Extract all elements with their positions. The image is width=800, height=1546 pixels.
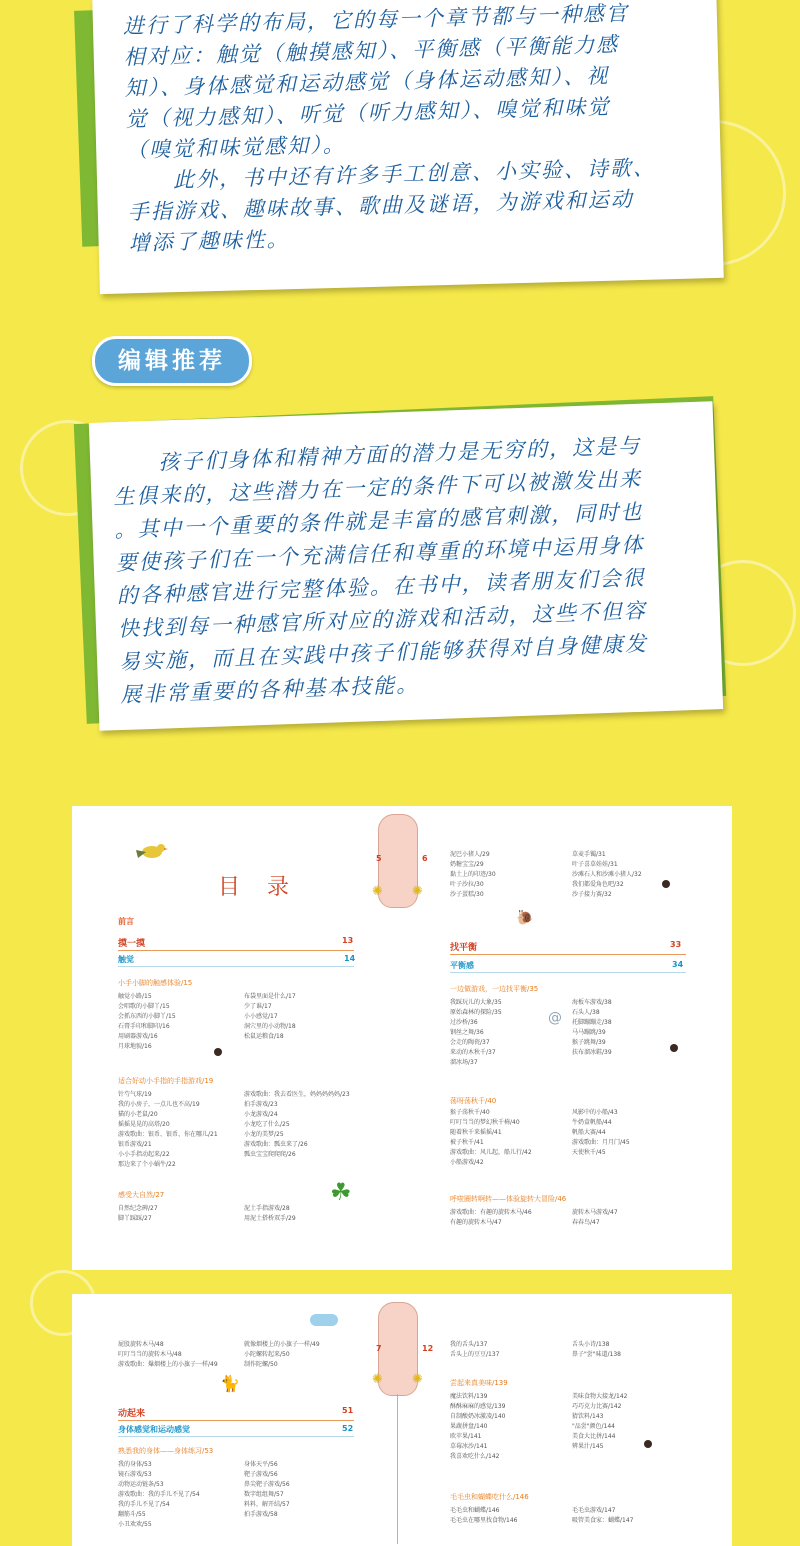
entry: 小小手指动起来/22 — [118, 1151, 170, 1158]
entry: 料料，解开结/57 — [244, 1501, 290, 1508]
entry: 鼻尖靶子游戏/56 — [244, 1481, 290, 1488]
entry: 自然纪念碑/27 — [118, 1205, 158, 1212]
entry: 美味食物大接龙/142 — [572, 1393, 628, 1400]
ladybug-icon — [644, 1440, 652, 1448]
text-line: 此外，书中还有许多手工创意、小实验、诗歌、 — [126, 155, 657, 194]
entry-list — [450, 1392, 505, 1462]
ladybug-icon — [214, 1048, 222, 1056]
entry: 马马蹦跳/39 — [572, 1029, 606, 1036]
cloud-icon — [310, 1314, 338, 1326]
entry: 屁股旋转木马/48 — [118, 1341, 164, 1348]
page-number: 12 — [422, 1344, 434, 1353]
entry: 游戏歌曲：银币、银币、你在哪儿/21 — [118, 1131, 218, 1138]
toc-spread-1 — [72, 806, 732, 1270]
entry: 欧苹果/141 — [450, 1433, 482, 1440]
entry: 沙子蛋糕/30 — [450, 891, 484, 898]
section-title: 荡呀荡秋千/40 — [450, 1097, 497, 1105]
entry-list — [244, 1340, 320, 1370]
entry-list — [118, 1460, 200, 1530]
editor-recommend-badge: 编辑推荐 — [92, 336, 252, 386]
entry-list — [450, 1506, 517, 1526]
entry-list — [572, 1108, 630, 1158]
entry: 扶布溜冰鞋/39 — [572, 1049, 612, 1056]
chapter-page: 33 — [670, 940, 682, 949]
sun-icon: ✺ — [412, 1372, 423, 1387]
entry: 吸管美食家：蝴蝶/147 — [572, 1517, 634, 1524]
entry: 石头人/38 — [572, 1009, 600, 1016]
chapter-rule — [118, 1420, 354, 1421]
entry-list — [450, 1108, 532, 1168]
entry: 身体天平/56 — [244, 1461, 278, 1468]
entry: 泥土手指游戏/28 — [244, 1205, 290, 1212]
chapter-page: 51 — [342, 1406, 354, 1415]
subchapter-page: 34 — [672, 960, 684, 969]
entry: 过沙桥/36 — [450, 1019, 478, 1026]
entry: 叮叮当当的旋转木马/48 — [118, 1351, 182, 1358]
sun-icon: ✺ — [412, 884, 423, 899]
entry: 那边来了个小蜗牛/22 — [118, 1161, 176, 1168]
entry: 石膏手印和脚印/16 — [118, 1023, 170, 1030]
entry-list — [572, 1340, 621, 1360]
entry-list — [118, 1204, 158, 1224]
toc-spread-2 — [72, 1294, 732, 1546]
section-title: 尝起来真美味/139 — [450, 1379, 508, 1387]
text-line: 的各种感官进行完整体验。在书中，读者朋友们会很 — [116, 565, 646, 609]
entry: 会唱歌的小脚丫/15 — [118, 1003, 170, 1010]
entry: 草莓冰沙/141 — [450, 1443, 488, 1450]
subchapter-page: 14 — [344, 954, 356, 963]
entry: 奶糖宝宝/29 — [450, 861, 484, 868]
entry: 猴子跳舞/39 — [572, 1039, 606, 1046]
entry: 小龙吃了什么/25 — [244, 1121, 290, 1128]
subchapter-rule — [118, 1436, 354, 1437]
entry: 沙子接力赛/32 — [572, 891, 612, 898]
shell-icon: @ — [548, 1010, 562, 1026]
section-title: 熟悉我的身体——身体练习/53 — [118, 1447, 214, 1455]
entry-list — [572, 850, 642, 900]
chapter-title: 找平衡 — [450, 943, 478, 953]
entry: 游戏歌曲：爆烟楼上的小旗子一样/49 — [118, 1361, 218, 1368]
entry: 布袋里面是什么/17 — [244, 993, 296, 1000]
entry: 制作陀螺/50 — [244, 1361, 278, 1368]
entry: 辨果汁/145 — [572, 1443, 604, 1450]
subchapter-rule — [450, 972, 686, 973]
snail-icon: 🐌 — [516, 910, 534, 926]
subchapter-title: 触觉 — [118, 955, 134, 964]
chapter-rule — [450, 954, 686, 955]
section-title: 适合好动小手指的手指游戏/19 — [118, 1077, 214, 1085]
entry: 猴子荡秋千/40 — [450, 1109, 490, 1116]
entry: 瓢虫宝宝爬爬爬/26 — [244, 1151, 296, 1158]
entry-list — [244, 1090, 350, 1160]
entry: 触觉小路/15 — [118, 993, 152, 1000]
text-line: 孩子们身体和精神方面的潜力是无穷的，这是与 — [111, 433, 642, 477]
text-line: 。其中一个重要的条件就是丰富的感官刺激，同时也 — [114, 499, 644, 543]
entry: 我的小房子，一点儿也不高/19 — [118, 1101, 200, 1108]
entry: 翻筋斗/55 — [118, 1511, 146, 1518]
intro-card — [92, 0, 724, 294]
entry: 草麦手镯/31 — [572, 851, 606, 858]
entry: 月球地貌/16 — [118, 1043, 152, 1050]
entry: 用刷器游戏/16 — [118, 1033, 158, 1040]
entry: 猜饮料/143 — [572, 1413, 604, 1420]
entry: 小丑欢欢/55 — [118, 1521, 152, 1528]
section-title: 毛毛虫和蝴蝶吃什么/146 — [450, 1493, 529, 1501]
entry: 小龙游戏/24 — [244, 1111, 278, 1118]
entry: 用泥土搭桥双手/29 — [244, 1215, 296, 1222]
entry: 风影中的小船/43 — [572, 1109, 618, 1116]
entry-list — [572, 1392, 627, 1452]
chapter-title: 动起来 — [118, 1409, 146, 1419]
entry: 钢丝之舞/36 — [450, 1029, 484, 1036]
entry: 小小感觉/17 — [244, 1013, 278, 1020]
entry: 毛毛虫和蝴蝶/146 — [450, 1507, 500, 1514]
entry: 随着秋千来摇摇/41 — [450, 1129, 502, 1136]
entry: 游戏歌曲：我的手儿不见了/54 — [118, 1491, 200, 1498]
entry-list — [118, 1340, 218, 1370]
text-line: 易实施，而且在实践中孩子们能够获得对自身健康发 — [118, 631, 649, 675]
entry: 托脚蹦蹦走/38 — [572, 1019, 612, 1026]
page-number: 6 — [422, 854, 428, 863]
entry: 沙滩石人和沙滩小猪人/32 — [572, 871, 642, 878]
text-line: （嗅觉和味觉感知）。 — [125, 132, 346, 163]
clover-icon: ☘ — [330, 1178, 352, 1206]
entry-list — [450, 850, 496, 900]
entry: 舌头上的豆豆/137 — [450, 1351, 500, 1358]
text-line: 知）、身体感觉和运动感觉（身体运动感知）、视 — [124, 63, 610, 101]
entry: 鼻子"尝"味道/138 — [572, 1351, 621, 1358]
entry: 溜冰场/37 — [450, 1059, 478, 1066]
entry: 旋转木马游戏/47 — [572, 1209, 618, 1216]
entry: 叮叮当当的梦幻秋千椅/40 — [450, 1119, 520, 1126]
entry: 银币游戏/21 — [118, 1141, 152, 1148]
entry: 靶子游戏/56 — [244, 1471, 278, 1478]
entry: 脚丫踩踩/27 — [118, 1215, 152, 1222]
bird-illustration — [134, 840, 168, 862]
entry: 帆船大赛/44 — [572, 1129, 606, 1136]
entry-list — [244, 992, 296, 1042]
entry: 洞穴里的小动物/18 — [244, 1023, 296, 1030]
ribbon-string — [397, 1394, 398, 1544]
entry: 动物运动链条/53 — [118, 1481, 164, 1488]
subchapter-page: 52 — [342, 1424, 354, 1433]
text-line: 增添了趣味性。 — [128, 227, 290, 256]
entry-list — [572, 1506, 633, 1526]
entry: 叶子沙拉/30 — [450, 881, 484, 888]
entry: 我的身体/53 — [118, 1461, 152, 1468]
text-line: 要使孩子们在一个充满信任和尊重的环境中运用身体 — [115, 532, 645, 576]
subchapter-title: 身体感觉和运动感觉 — [118, 1425, 190, 1434]
page-number: 5 — [376, 854, 382, 863]
entry-list — [450, 998, 502, 1068]
toc-title: 目 录 — [218, 875, 299, 900]
entry: 被子秋千/41 — [450, 1139, 484, 1146]
preface-entry: 前言 — [118, 917, 134, 926]
section-title: 一边做游戏，一边找平衡/35 — [450, 985, 539, 993]
chapter-title: 摸一摸 — [118, 939, 146, 949]
entry: 海板车游戏/38 — [572, 999, 612, 1006]
entry: 果蔬拼盘/140 — [450, 1423, 488, 1430]
entry: 游戏歌曲：瓢虫来了/26 — [244, 1141, 308, 1148]
entry: 酥酥麻麻的感觉/139 — [450, 1403, 506, 1410]
ladybug-icon — [670, 1044, 678, 1052]
entry: 毛毛虫在哪里找食物/146 — [450, 1517, 518, 1524]
recommend-card-text — [112, 428, 711, 712]
page-number: 7 — [376, 1344, 382, 1353]
cat-icon: 🐈 — [220, 1374, 240, 1393]
text-line: 相对应：触觉（触摸感知）、平衡感（平衡能力感 — [123, 32, 620, 70]
intro-card-text — [123, 0, 709, 259]
entry: 拍手游戏/23 — [244, 1101, 278, 1108]
entry: 摇摇晃晃的高塔/20 — [118, 1121, 170, 1128]
entry: 游戏歌曲：月月门/45 — [572, 1139, 630, 1146]
entry: 针芍气球/19 — [118, 1091, 152, 1098]
entry-list — [118, 992, 176, 1052]
text-line: 生俱来的，这些潜力在一定的条件下可以被激发出来 — [113, 466, 643, 510]
entry: 拍手游戏/58 — [244, 1511, 278, 1518]
sun-icon: ✺ — [372, 884, 383, 899]
entry: 牛奶盒帆船/44 — [572, 1119, 612, 1126]
entry: 舌头小诗/138 — [572, 1341, 610, 1348]
section-title: 感受大自然/27 — [118, 1191, 165, 1199]
section-title: 小手小脚的触感体验/15 — [118, 979, 193, 987]
entry: 游戏歌曲：风儿起，船儿行/42 — [450, 1149, 532, 1156]
entry: 小龙的美梦/25 — [244, 1131, 284, 1138]
subchapter-rule — [118, 966, 354, 967]
entry-list — [450, 1340, 499, 1360]
entry: 猫的小老鼠/20 — [118, 1111, 158, 1118]
entry: 游戏歌曲：有趣的旋转木马/46 — [450, 1209, 532, 1216]
entry: 天使秋千/45 — [572, 1149, 606, 1156]
entry-list — [244, 1460, 290, 1520]
entry: 小陀螺转起来/50 — [244, 1351, 290, 1358]
chapter-rule — [118, 950, 354, 951]
text-line: 手指游戏、趣味故事、歌曲及谜语，为游戏和运动 — [127, 187, 634, 225]
entry: 会走的陶瓷/37 — [450, 1039, 490, 1046]
entry: 有趣的旋转木马/47 — [450, 1219, 502, 1226]
entry: 黏土上的印迹/30 — [450, 871, 496, 878]
entry: 美食大比拼/144 — [572, 1433, 616, 1440]
entry: 我们都爱角色吧/32 — [572, 881, 624, 888]
entry: "品尝"颜色/144 — [572, 1423, 615, 1430]
entry-list — [572, 998, 612, 1058]
entry-list — [572, 1208, 618, 1228]
entry: 会抓东西的小脚丫/15 — [118, 1013, 176, 1020]
entry: 我的手儿不见了/54 — [118, 1501, 170, 1508]
sun-icon: ✺ — [372, 1372, 383, 1387]
entry: 我的舌头/137 — [450, 1341, 488, 1348]
entry: 小船游戏/42 — [450, 1159, 484, 1166]
entry: 泥巴小猪人/29 — [450, 851, 490, 858]
entry: 数字组组舞/57 — [244, 1491, 284, 1498]
entry: 松鼠运粮食/18 — [244, 1033, 284, 1040]
entry: 我喜欢吃什么/142 — [450, 1453, 500, 1460]
entry-list — [244, 1204, 296, 1224]
entry: 巧巧克力比赛/142 — [572, 1403, 622, 1410]
entry: 就像烟楼上的小旗子一样/49 — [244, 1341, 320, 1348]
entry-list — [118, 1090, 218, 1170]
entry: 毛毛虫游戏/147 — [572, 1507, 616, 1514]
recommend-card — [89, 401, 723, 731]
entry: 游戏歌曲：我去看医生，妈妈妈妈妈/23 — [244, 1091, 350, 1098]
entry: 春春鸟/47 — [572, 1219, 600, 1226]
entry: 自制酸奶冰激凌/140 — [450, 1413, 506, 1420]
text-line: 展非常重要的各种基本技能。 — [119, 672, 420, 708]
entry: 叶子喜草娃娃/31 — [572, 861, 618, 868]
text-line: 进行了科学的布局，它的每一个章节都与一种感官 — [122, 1, 630, 39]
subchapter-title: 平衡感 — [450, 961, 474, 970]
text-line: 快找到每一种感官所对应的游戏和活动，这些不但容 — [117, 598, 648, 642]
entry: 少了谁/17 — [244, 1003, 272, 1010]
entry-list — [450, 1208, 532, 1228]
ladybug-icon — [662, 880, 670, 888]
section-title: 呼啦圈转啊转——体验旋转大冒险/46 — [450, 1195, 567, 1203]
entry: 我踩玩儿的大象/35 — [450, 999, 502, 1006]
entry: 镜石游戏/53 — [118, 1471, 152, 1478]
chapter-page: 13 — [342, 936, 354, 945]
entry: 魔法饮料/139 — [450, 1393, 488, 1400]
text-line: 觉（视力感知）、听觉（听力感知）、嗅觉和味觉 — [125, 94, 611, 132]
entry: 来动的木秋千/37 — [450, 1049, 496, 1056]
entry: 原始森林的探险/35 — [450, 1009, 502, 1016]
